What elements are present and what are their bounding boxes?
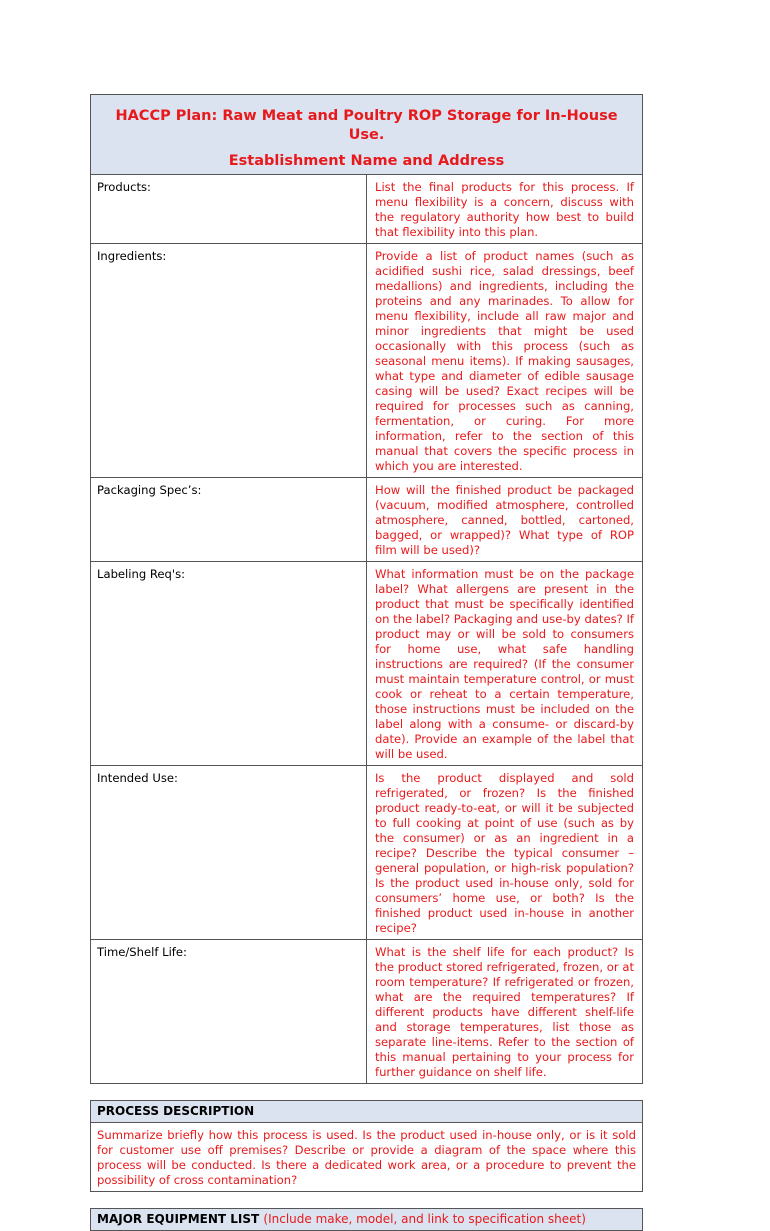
row-value-labeling: What information must be on the package label? What allergens are present in the product that must be specifically identified on the label? Packaging and use-by dates? If product may or will be sold to consumers for home use, what safe handling instructions are required? (If the consumer must maintain temperature control, or must cook or reheat to a certain temperature, those instructions must be included on the label along with a consume- or discard-by date). Provide an example of the label that will be used. [367, 562, 643, 766]
table-row [91, 244, 643, 478]
plan-title: HACCP Plan: Raw Meat and Poultry ROP Storage for In-House Use. [115, 108, 618, 143]
row-label-ingredients: Ingredients: [91, 244, 367, 478]
table-row [91, 175, 643, 244]
row-label-packaging: Packaging Spec’s: [91, 478, 367, 562]
row-label-labeling: Labeling Req's: [91, 562, 367, 766]
process-description-body: Summarize briefly how this process is used. Is the product used in-house only, or is it sold for customer use off premises? Describe or provide a diagram of the space where this process will be conducted. Is there a dedicated work area, or a procedure to prevent the possibility of cross contamination? [91, 1123, 643, 1192]
row-label-shelf-life: Time/Shelf Life: [91, 940, 367, 1084]
table-row [91, 766, 643, 940]
row-value-products: List the final products for this process. If menu flexibility is a concern, discuss with the regulatory authority how best to build that flexibility into this plan. [367, 175, 643, 244]
equipment-list-heading: MAJOR EQUIPMENT LIST [97, 1212, 260, 1226]
table-row [91, 478, 643, 562]
process-description-table [90, 1100, 643, 1192]
equipment-list-header [91, 1209, 643, 1231]
row-value-shelf-life: What is the shelf life for each product? Is the product stored refrigerated, frozen, or at room temperature? If refrigerated or frozen, what are the required temperatures? If different products have different shelf-life and storage temperatures, list those as separate line-items. Refer to the section of this manual pertaining to your process for further guidance on shelf life. [367, 940, 643, 1084]
row-value-intended-use: Is the product displayed and sold refrigerated, or frozen? Is the finished product ready-to-eat, or will it be subjected to full cooking at point of use (such as by the consumer) or as an ingredient in a recipe? Describe the typical consumer – general population, or high-risk population? Is the product used in-house only, sold for consumers’ home use, or both? Is the finished product used in-house in another recipe? [367, 766, 643, 940]
haccp-plan-table [90, 94, 643, 1084]
row-label-products: Products: [91, 175, 367, 244]
equipment-list-table [90, 1208, 643, 1231]
row-value-packaging: How will the finished product be packaged (vacuum, modified atmosphere, controlled atmosphere, canned, bottled, cartoned, bagged, or wrapped)? What type of ROP film will be used)? [367, 478, 643, 562]
process-description-heading: PROCESS DESCRIPTION [91, 1101, 643, 1123]
row-label-intended-use: Intended Use: [91, 766, 367, 940]
table-row [91, 940, 643, 1084]
equipment-list-note: (Include make, model, and link to specification sheet) [263, 1212, 586, 1226]
plan-header [91, 95, 643, 175]
table-row [91, 562, 643, 766]
establishment-name-address: Establishment Name and Address [228, 153, 505, 169]
haccp-plan-page [90, 94, 643, 1231]
row-value-ingredients: Provide a list of product names (such as acidified sushi rice, salad dressings, beef medallions) and ingredients, including the proteins and any marinades. To allow for menu flexibility, include all raw major and minor ingredients that might be used occasionally with this process (such as seasonal menu items). If making sausages, what type and diameter of edible sausage casing will be used? Exact recipes will be required for processes such as canning, fermentation, or curing. For more information, refer to the section of this manual that covers the specific process in which you are interested. [367, 244, 643, 478]
